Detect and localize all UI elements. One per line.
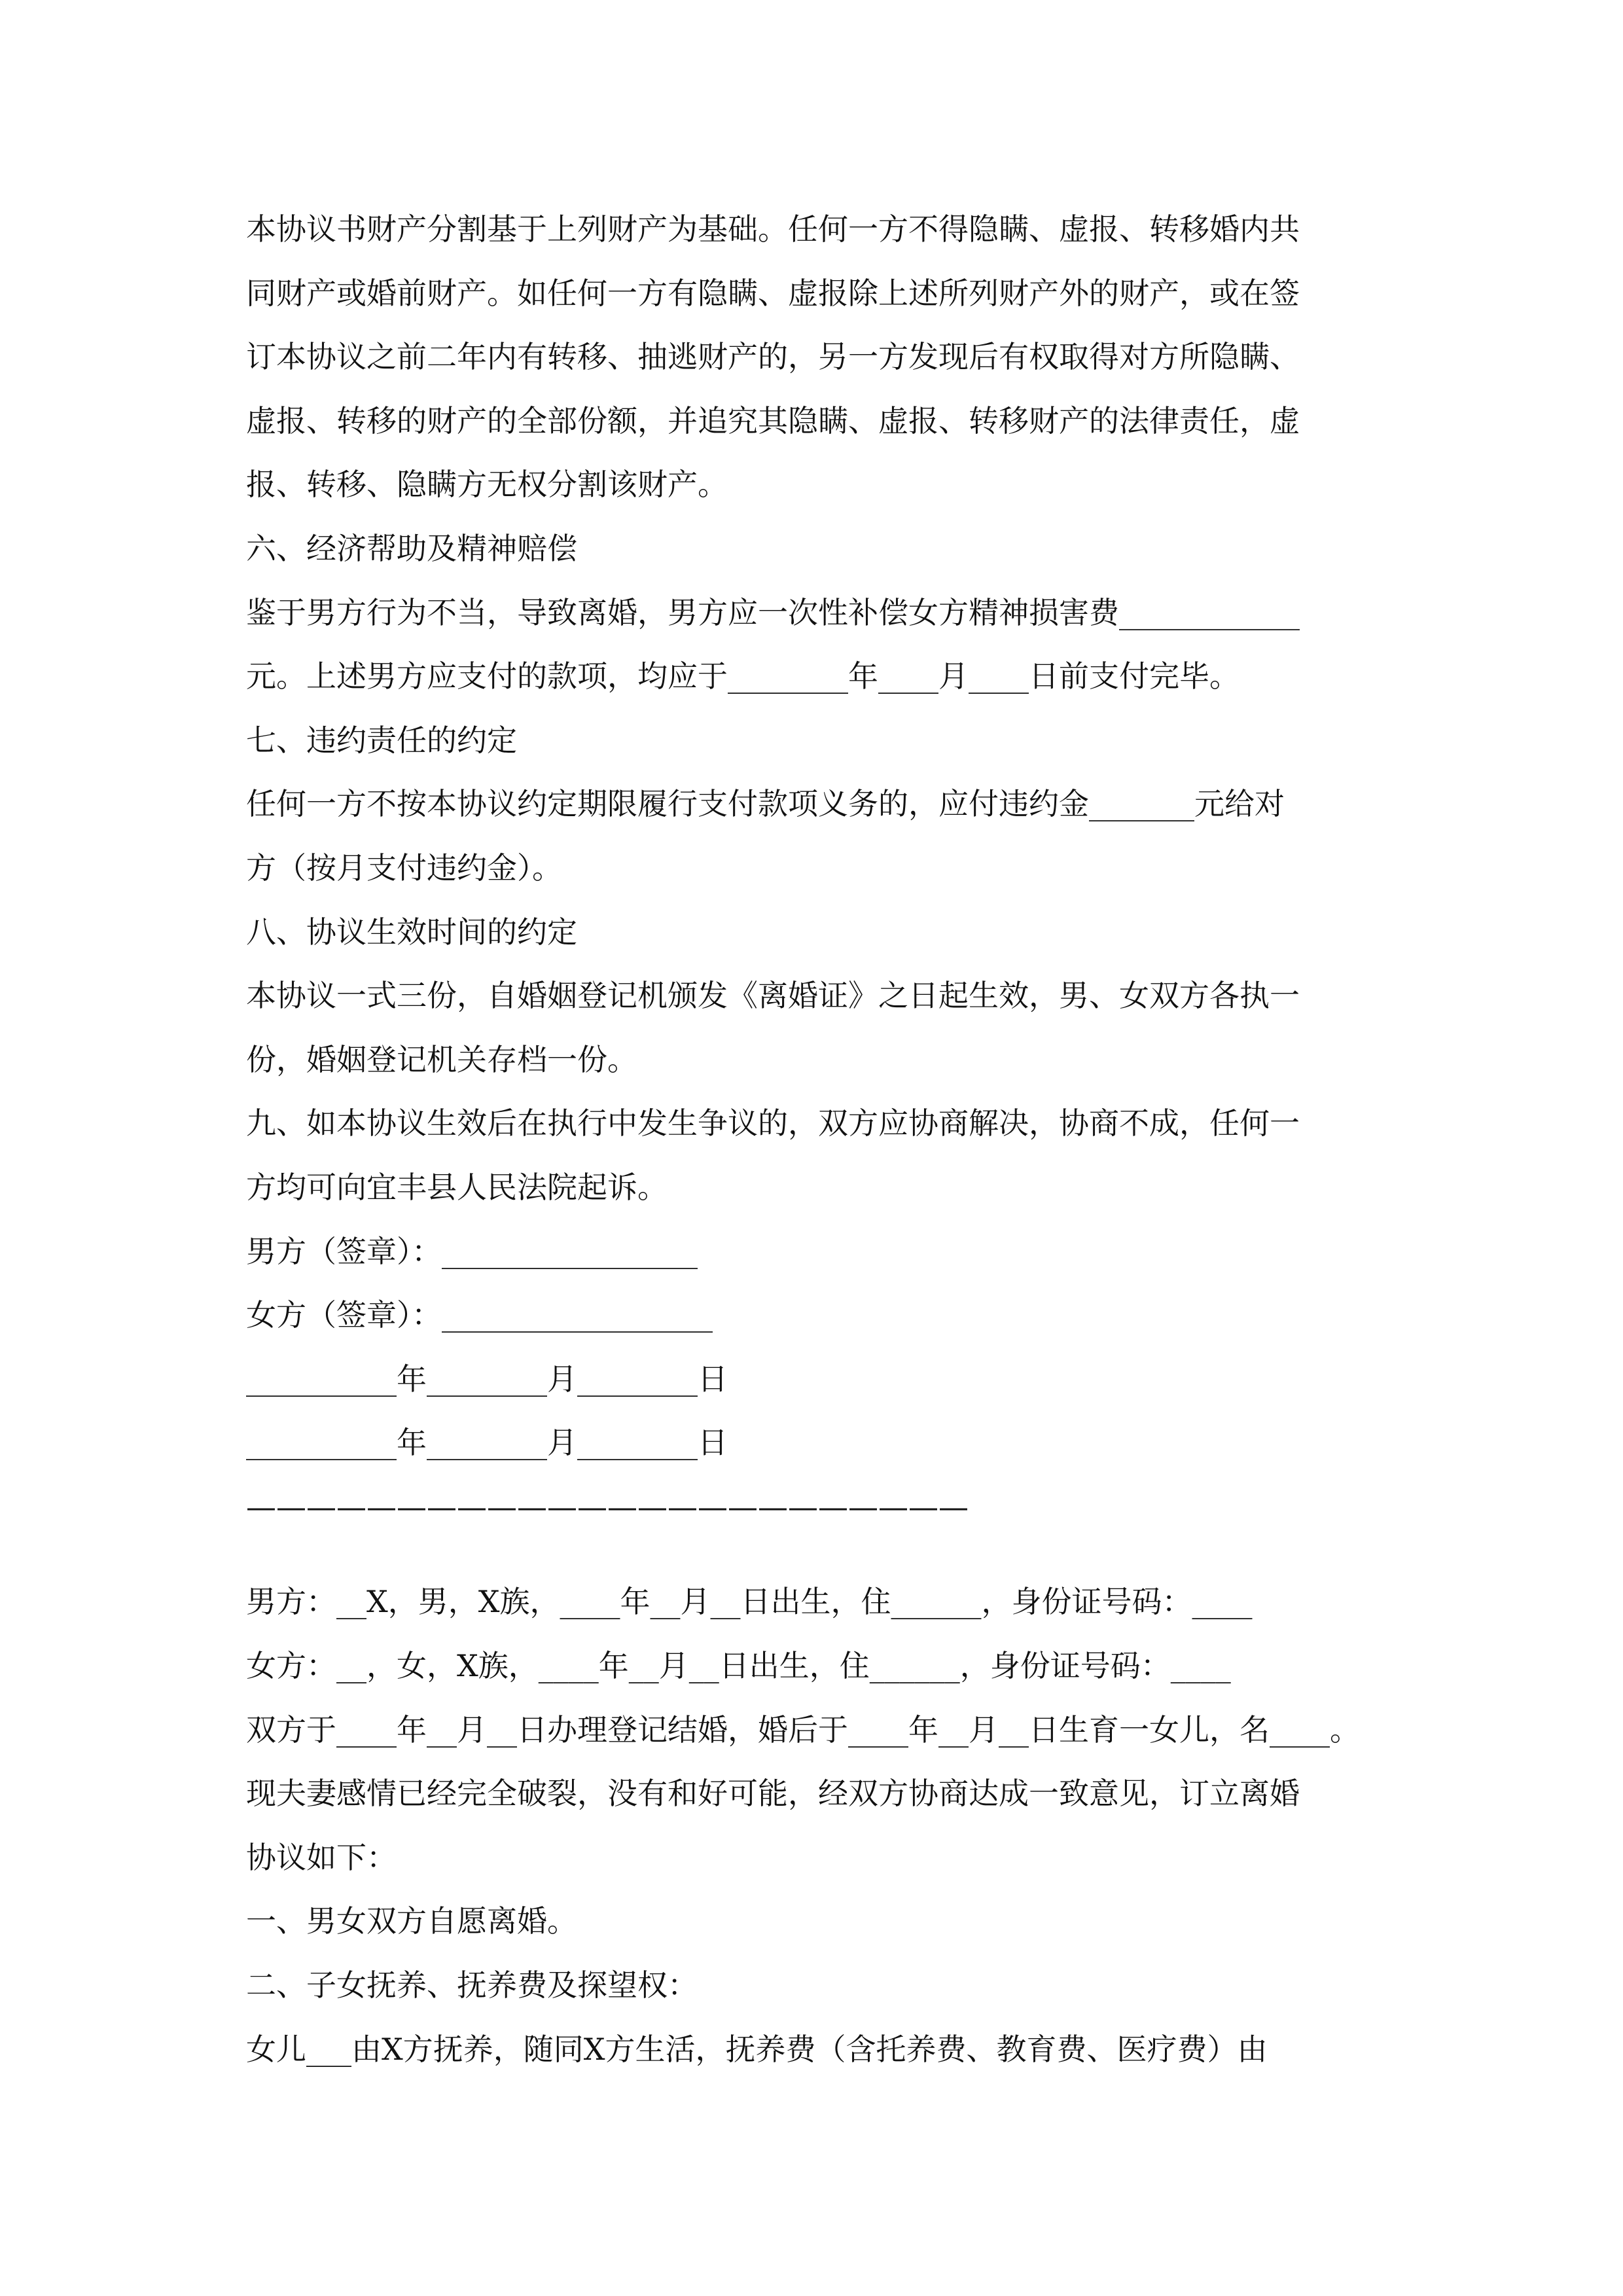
section-heading-8: 八、协议生效时间的约定 (246, 914, 577, 950)
paragraph-line: 女儿___由X方抚养，随同X方生活，抚养费（含托养费、教育费、医疗费）由 (246, 2031, 1268, 2067)
paragraph-line: 本协议一式三份，自婚姻登记机颁发《离婚证》之日起生效，男、女双方各执一 (246, 978, 1300, 1014)
female-party-info: 女方：__，女，X族，____年__月__日出生，住______，身份证号码：____ (246, 1648, 1231, 1684)
section-heading-6: 六、经济帮助及精神赔偿 (246, 530, 577, 566)
paragraph-line: 协议如下： (246, 1839, 397, 1875)
paragraph-line: 任何一方不按本协议约定期限履行支付款项义务的，应付违约金_______元给对 (246, 786, 1285, 822)
section-heading-1: 一、男女双方自愿离婚。 (246, 1903, 577, 1939)
paragraph-line: 元。上述男方应支付的款项，均应于________年____月____日前支付完毕。 (246, 658, 1240, 694)
date-line: __________年________月________日 (246, 1425, 728, 1461)
paragraph-line: 订本协议之前二年内有转移、抽逃财产的，另一方发现后有权取得对方所隐瞒、 (246, 339, 1300, 375)
paragraph-line: 方均可向宜丰县人民法院起诉。 (246, 1169, 668, 1205)
divider-line: ———————————————————————— (246, 1488, 969, 1524)
paragraph-line: 现夫妻感情已经完全破裂，没有和好可能，经双方协商达成一致意见，订立离婚 (246, 1776, 1300, 1812)
paragraph-line: 份，婚姻登记机关存档一份。 (246, 1041, 637, 1077)
paragraph-line: 方（按月支付违约金）。 (246, 850, 562, 886)
female-signature-line: 女方（签章）：__________________ (246, 1297, 713, 1333)
section-heading-7: 七、违约责任的约定 (246, 722, 517, 758)
spacer (246, 1539, 1385, 1570)
male-signature-line: 男方（签章）：_________________ (246, 1233, 698, 1269)
paragraph-line: 虚报、转移的财产的全部份额，并追究其隐瞒、虚报、转移财产的法律责任，虚 (246, 403, 1300, 439)
paragraph-line: 本协议书财产分割基于上列财产为基础。任何一方不得隐瞒、虚报、转移婚内共 (246, 211, 1300, 247)
paragraph-line: 鉴于男方行为不当，导致离婚，男方应一次性补偿女方精神损害费____________ (246, 594, 1300, 630)
paragraph-line: 报、转移、隐瞒方无权分割该财产。 (246, 467, 728, 503)
section-heading-2: 二、子女抚养、抚养费及探望权： (246, 1967, 698, 2003)
paragraph-line: 同财产或婚前财产。如任何一方有隐瞒、虚报除上述所列财产外的财产，或在签 (246, 275, 1300, 311)
date-line: __________年________月________日 (246, 1361, 728, 1397)
agreement-text (246, 198, 1385, 2081)
section-heading-9: 九、如本协议生效后在执行中发生争议的，双方应协商解决，协商不成，任何一 (246, 1105, 1300, 1141)
marriage-info: 双方于____年__月__日办理登记结婚，婚后于____年__月__日生育一女儿，名____。 (246, 1712, 1360, 1748)
male-party-info: 男方：__X，男，X族，____年__月__日出生，住______，身份证号码：____ (246, 1584, 1253, 1620)
